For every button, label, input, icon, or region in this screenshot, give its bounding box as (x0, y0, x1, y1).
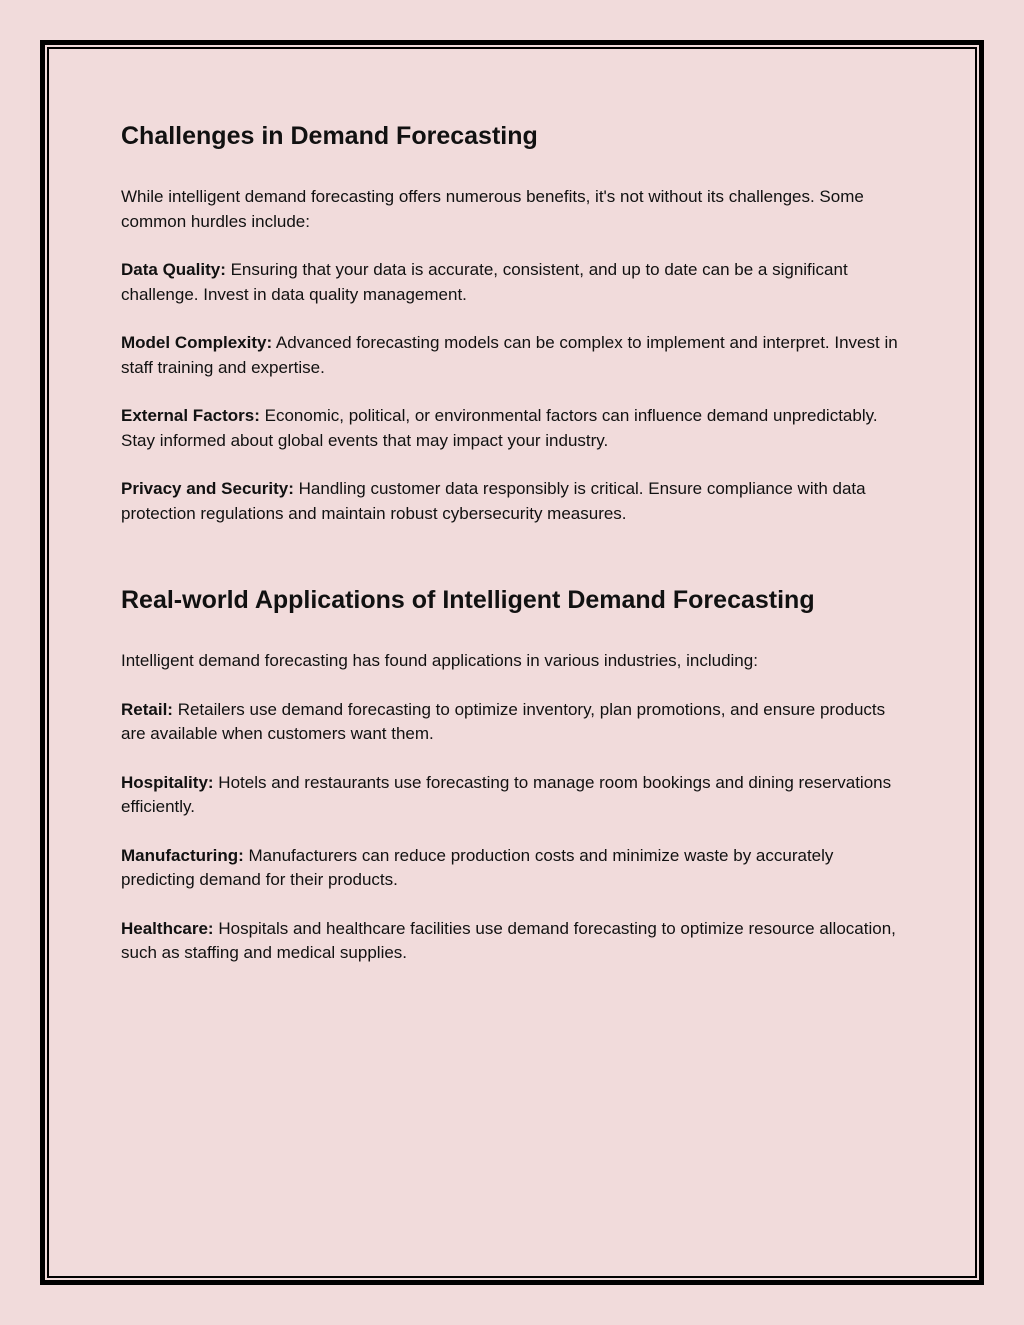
application-term: Manufacturing: (121, 845, 244, 865)
challenge-text: Economic, political, or environmental factors can influence demand unpredictably. Stay informed about global events that may impact your industry. (121, 406, 878, 450)
application-item-retail (121, 698, 911, 747)
challenge-term: External Factors: (121, 406, 260, 425)
challenges-intro: While intelligent demand forecasting offers numerous benefits, it's not without its challenges. Some common hurdles include: (121, 187, 864, 231)
application-term: Healthcare: (121, 918, 214, 938)
application-text: Manufacturers can reduce production costs and minimize waste by accurately predicting demand for their products. (121, 845, 834, 889)
application-text: Hospitals and healthcare facilities use demand forecasting to optimize resource allocation, such as staffing and medical supplies. (121, 918, 896, 962)
challenge-item-model-complexity (121, 331, 911, 380)
application-term: Hospitality: (121, 772, 214, 792)
application-item-manufacturing (121, 844, 911, 893)
application-text: Hotels and restaurants use forecasting to manage room bookings and dining reservations efficiently. (121, 772, 892, 816)
challenge-text: Advanced forecasting models can be complex to implement and interpret. Invest in staff training and expertise. (121, 333, 898, 377)
applications-intro: Intelligent demand forecasting has found applications in various industries, including: (121, 651, 758, 670)
application-item-healthcare (121, 917, 911, 966)
challenge-item-data-quality (121, 258, 911, 307)
application-item-hospitality (121, 771, 911, 820)
challenge-text: Ensuring that your data is accurate, consistent, and up to date can be a significant challenge. Invest in data quality management. (121, 260, 848, 304)
challenge-item-external-factors (121, 404, 911, 453)
applications-heading: Real-world Applications of Intelligent Demand Forecasting (121, 586, 815, 614)
document-body (121, 120, 911, 990)
challenge-term: Data Quality: (121, 260, 226, 279)
challenge-text: Handling customer data responsibly is critical. Ensure compliance with data protection regulations and maintain robust cybersecurity measures. (121, 479, 866, 523)
application-text: Retailers use demand forecasting to optimize inventory, plan promotions, and ensure products are available when customers want them. (121, 699, 886, 743)
challenge-term: Model Complexity: (121, 333, 273, 352)
application-term: Retail: (121, 699, 173, 719)
challenges-heading: Challenges in Demand Forecasting (121, 122, 538, 150)
challenge-item-privacy-security (121, 477, 911, 526)
challenge-term: Privacy and Security: (121, 479, 294, 498)
